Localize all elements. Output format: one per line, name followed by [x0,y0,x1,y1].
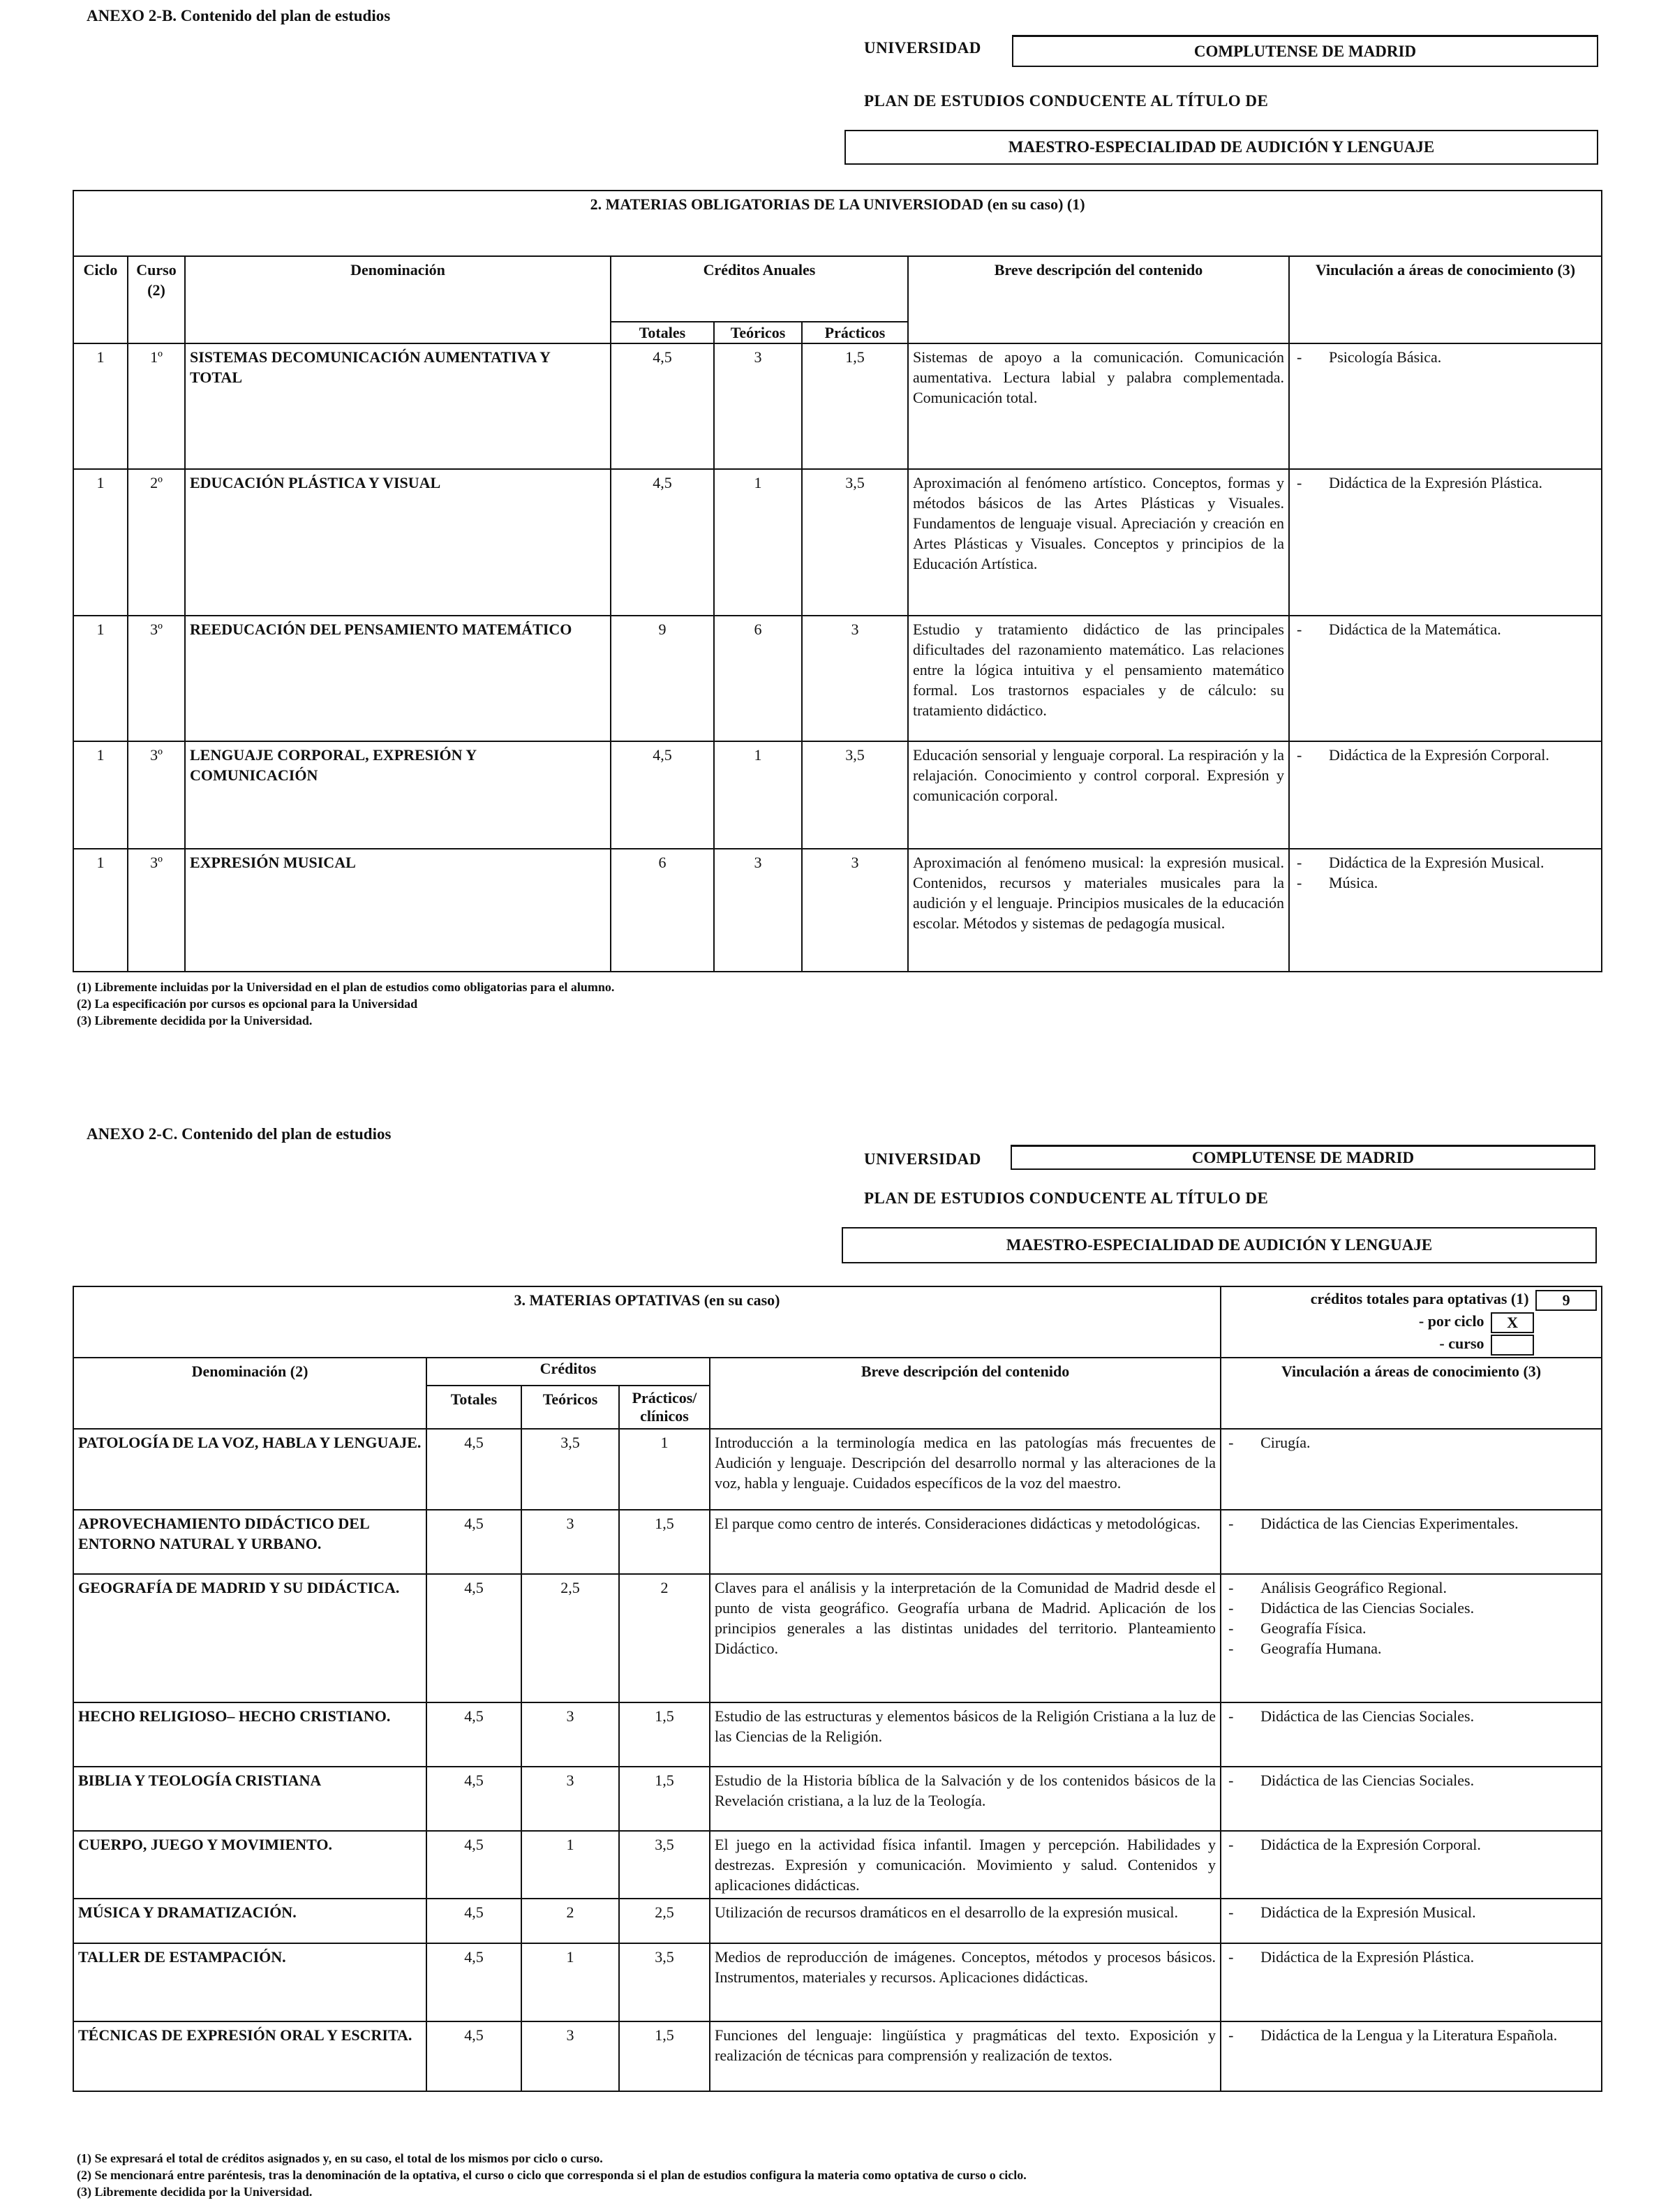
row-denominacion: BIBLIA Y TEOLOGÍA CRISTIANA [73,1767,426,1831]
row-totales: 4,5 [611,741,714,849]
row-teoricos: 1 [714,469,802,616]
note-c-3: (3) Libremente decidida por la Universidad. [77,2185,313,2199]
table-row [73,1429,1602,1510]
row-denominacion: APROVECHAMIENTO DIDÁCTICO DEL ENTORNO NATURAL Y URBANO. [73,1510,426,1574]
table-row [73,1767,1602,1831]
row-denominacion: REEDUCACIÓN DEL PENSAMIENTO MATEMÁTICO [185,616,611,741]
areas-list [1294,619,1597,639]
row-teoricos: 1 [521,1943,619,2021]
row-descripcion: Aproximación al fenómeno musical: la expresión musical. Contenidos, recursos y materiales musicales para la audición y el lenguaje. Principios musicales de la educación escolar. Métodos y sistemas de pedagogía musical. [908,849,1289,972]
table-row [73,1510,1602,1574]
row-descripcion: Aproximación al fenómeno artístico. Conceptos, formas y métodos básicos de las Artes Plásticas y Visuales. Fundamentos de lenguaje visual. Apreciación y creación en Artes Plásticas y Visuales. Conceptos y principios de la Educación Artística. [908,469,1289,616]
row-vinculacion [1221,2021,1602,2091]
row-practicos: 1,5 [619,1767,710,1831]
header-creditos: Créditos Anuales [611,256,908,322]
area-item: - Didáctica de las Ciencias Sociales. [1226,1598,1597,1618]
row-totales: 4,5 [426,1702,521,1767]
row-descripcion: Medios de reproducción de imágenes. Conceptos, métodos y procesos básicos. Instrumentos, materiales y recursos. Aplicaciones didácticas. [710,1943,1221,2021]
row-totales: 4,5 [426,2021,521,2091]
row-ciclo: 1 [73,616,128,741]
curso-row [1226,1333,1597,1356]
row-denominacion: EXPRESIÓN MUSICAL [185,849,611,972]
row-totales: 4,5 [426,1943,521,2021]
area-item: - Cirugía. [1226,1432,1597,1453]
row-denominacion: EDUCACIÓN PLÁSTICA Y VISUAL [185,469,611,616]
row-vinculacion [1289,469,1602,616]
header-teoricos: Teóricos [714,322,802,343]
header-teoricos-c: Teóricos [521,1386,619,1429]
row-descripcion: Sistemas de apoyo a la comunicación. Comunicación aumentativa. Lectura labial y palabra complementada. Comunicación total. [908,343,1289,469]
row-descripcion: Utilización de recursos dramáticos en el desarrollo de la expresión musical. [710,1899,1221,1943]
row-teoricos: 1 [714,741,802,849]
row-teoricos: 3 [714,343,802,469]
row-denominacion: CUERPO, JUEGO Y MOVIMIENTO. [73,1831,426,1899]
row-practicos: 2 [619,1574,710,1702]
areas-list [1226,1706,1597,1726]
row-practicos: 1,5 [802,343,908,469]
area-item: - Música. [1294,873,1597,893]
row-curso: 3º [128,741,185,849]
anexo-c-title: ANEXO 2-C. Contenido del plan de estudios [87,1125,392,1143]
universidad-box-c [1011,1145,1595,1170]
row-denominacion: MÚSICA Y DRAMATIZACIÓN. [73,1899,426,1943]
note-b-3: (3) Libremente decidida por la Universidad. [77,1014,313,1027]
titulo-value-c: MAESTRO-ESPECIALIDAD DE AUDICIÓN Y LENGUAJE [1006,1236,1433,1254]
table-row [73,343,1602,469]
row-totales: 4,5 [426,1899,521,1943]
row-totales: 4,5 [426,1574,521,1702]
creditos-optativas-label: créditos totales para optativas (1) [1310,1290,1529,1307]
curso-label: - curso [1439,1334,1484,1352]
curso-value [1491,1335,1534,1356]
areas-list [1226,1834,1597,1855]
row-practicos: 3,5 [802,469,908,616]
row-practicos: 2,5 [619,1899,710,1943]
notes-b [77,979,614,1029]
areas-list [1226,1902,1597,1922]
areas-list [1294,745,1597,765]
table-row [73,741,1602,849]
table-title-b: 2. MATERIAS OBLIGATORIAS DE LA UNIVERSIODAD (en su caso) (1) [73,191,1602,256]
row-curso: 2º [128,469,185,616]
row-practicos: 3 [802,849,908,972]
areas-list [1294,473,1597,493]
row-vinculacion [1289,343,1602,469]
table-row [73,1574,1602,1702]
row-totales: 4,5 [426,1767,521,1831]
por-ciclo-row [1226,1311,1597,1333]
creditos-optativas-row [1226,1289,1597,1311]
plan-label-b: PLAN DE ESTUDIOS CONDUCENTE AL TÍTULO DE [864,92,1269,110]
row-vinculacion [1221,1767,1602,1831]
table-row [73,616,1602,741]
note-b-2: (2) La especificación por cursos es opcional para la Universidad [77,997,418,1011]
row-practicos: 1 [619,1429,710,1510]
header-descripcion-c: Breve descripción del contenido [710,1358,1221,1429]
header-totales: Totales [611,322,714,343]
header-descripcion: Breve descripción del contenido [908,256,1289,343]
row-practicos: 3,5 [619,1831,710,1899]
area-item: - Didáctica de la Matemática. [1294,619,1597,639]
row-teoricos: 3,5 [521,1429,619,1510]
row-totales: 4,5 [611,469,714,616]
area-item: - Psicología Básica. [1294,347,1597,367]
row-curso: 1º [128,343,185,469]
por-ciclo-label: - por ciclo [1418,1312,1484,1330]
row-denominacion: TALLER DE ESTAMPACIÓN. [73,1943,426,2021]
universidad-value-c: COMPLUTENSE DE MADRID [1191,1148,1415,1166]
row-denominacion: LENGUAJE CORPORAL, EXPRESIÓN Y COMUNICACIÓN [185,741,611,849]
row-vinculacion [1221,1429,1602,1510]
row-curso: 3º [128,849,185,972]
materias-obligatorias-table [73,190,1602,972]
row-vinculacion [1221,1831,1602,1899]
row-totales: 9 [611,616,714,741]
header-totales-c: Totales [426,1386,521,1429]
universidad-value-b: COMPLUTENSE DE MADRID [1193,42,1417,60]
area-item: - Didáctica de las Ciencias Sociales. [1226,1770,1597,1790]
area-item: - Didáctica de la Expresión Corporal. [1294,745,1597,765]
row-totales: 4,5 [426,1831,521,1899]
row-descripcion: Estudio y tratamiento didáctico de las principales dificultades del razonamiento matemático. Las relaciones entre la lógica intuitiva y el pensamiento matemático formal. Los trastornos espaciales y de cálculo: su tratamiento didáctico. [908,616,1289,741]
row-teoricos: 3 [521,1767,619,1831]
header-practicos: Prácticos [802,322,908,343]
por-ciclo-value: X [1491,1312,1534,1333]
row-totales: 4,5 [611,343,714,469]
note-b-1: (1) Libremente incluidas por la Universidad en el plan de estudios como obligatorias para el alumno. [77,980,615,994]
areas-list [1226,1578,1597,1658]
row-teoricos: 3 [714,849,802,972]
row-teoricos: 3 [521,1702,619,1767]
row-totales: 4,5 [426,1510,521,1574]
area-item: - Didáctica de la Expresión Plástica. [1226,1947,1597,1967]
row-vinculacion [1221,1702,1602,1767]
areas-list [1294,347,1597,367]
header-practicos-c: Prácticos/ clínicos [619,1386,710,1429]
titulo-value-b: MAESTRO-ESPECIALIDAD DE AUDICIÓN Y LENGUAJE [1008,138,1435,156]
universidad-label-b: UNIVERSIDAD [864,39,981,57]
area-item: - Didáctica de la Expresión Musical. [1226,1902,1597,1922]
row-ciclo: 1 [73,343,128,469]
row-vinculacion [1221,1899,1602,1943]
areas-list [1294,852,1597,893]
row-vinculacion [1221,1943,1602,2021]
row-denominacion: GEOGRAFÍA DE MADRID Y SU DIDÁCTICA. [73,1574,426,1702]
row-teoricos: 3 [521,1510,619,1574]
areas-list [1226,1947,1597,1967]
row-denominacion: HECHO RELIGIOSO– HECHO CRISTIANO. [73,1702,426,1767]
note-c-1: (1) Se expresará el total de créditos asignados y, en su caso, el total de los mismos por ciclo o curso. [77,2151,603,2165]
row-vinculacion [1289,616,1602,741]
row-ciclo: 1 [73,469,128,616]
titulo-box-c [842,1227,1597,1263]
row-descripcion: Claves para el análisis y la interpretación de la Comunidad de Madrid desde el punto de vista geográfico. Geografía urbana de Madrid. Aplicación de los principios generales a las distintas unidades del territorio. Planteamiento Didáctico. [710,1574,1221,1702]
creditos-optativas-cell [1221,1286,1602,1358]
materias-optativas-table [73,1286,1602,2092]
row-descripcion: Estudio de las estructuras y elementos básicos de la Religión Cristiana a la luz de las Ciencias de la Religión. [710,1702,1221,1767]
row-practicos: 3 [802,616,908,741]
notes-c [77,2150,1027,2200]
table-row [73,1702,1602,1767]
row-practicos: 1,5 [619,1510,710,1574]
table-row [73,1943,1602,2021]
row-ciclo: 1 [73,849,128,972]
row-ciclo: 1 [73,741,128,849]
area-item: - Didáctica de la Expresión Musical. [1294,852,1597,873]
areas-list [1226,2025,1597,2045]
header-denominacion: Denominación [185,256,611,343]
row-vinculacion [1221,1510,1602,1574]
row-descripcion: Funciones del lenguaje: lingüística y pragmáticas del texto. Exposición y realización de técnicas para comprensión y realización de textos. [710,2021,1221,2091]
area-item: - Didáctica de la Expresión Plástica. [1294,473,1597,493]
header-denominacion-c: Denominación (2) [73,1358,426,1429]
row-teoricos: 2 [521,1899,619,1943]
universidad-box-b [1012,35,1598,67]
creditos-optativas-value: 9 [1535,1290,1597,1311]
area-item: - Análisis Geográfico Regional. [1226,1578,1597,1598]
header-curso: Curso (2) [128,256,185,343]
row-denominacion: SISTEMAS DECOMUNICACIÓN AUMENTATIVA Y TOTAL [185,343,611,469]
table-title-c: 3. MATERIAS OPTATIVAS (en su caso) [73,1286,1221,1358]
table-row [73,469,1602,616]
row-descripcion: Introducción a la terminología medica en las patologías más frecuentes de Audición y lenguaje. Descripción del desarrollo normal y las alteraciones de la voz, habla y lenguaje. Cuidados específicos de la voz del maestro. [710,1429,1221,1510]
row-vinculacion [1289,849,1602,972]
table-row [73,2021,1602,2091]
table-row [73,1899,1602,1943]
area-item: - Didáctica de la Expresión Corporal. [1226,1834,1597,1855]
areas-list [1226,1513,1597,1534]
row-teoricos: 1 [521,1831,619,1899]
row-descripcion: Estudio de la Historia bíblica de la Salvación y de los contenidos básicos de la Revelación cristiana, a la luz de la Teología. [710,1767,1221,1831]
row-descripcion: El parque como centro de interés. Consideraciones didácticas y metodológicas. [710,1510,1221,1574]
plan-label-c: PLAN DE ESTUDIOS CONDUCENTE AL TÍTULO DE [864,1189,1269,1207]
row-denominacion: TÉCNICAS DE EXPRESIÓN ORAL Y ESCRITA. [73,2021,426,2091]
area-item: - Geografía Física. [1226,1618,1597,1638]
table-row [73,849,1602,972]
row-descripcion: Educación sensorial y lenguaje corporal. La respiración y la relajación. Conocimiento y control corporal. Expresión y comunicación corporal. [908,741,1289,849]
row-denominacion: PATOLOGÍA DE LA VOZ, HABLA Y LENGUAJE. [73,1429,426,1510]
row-teoricos: 2,5 [521,1574,619,1702]
table-row [73,1831,1602,1899]
areas-list [1226,1770,1597,1790]
area-item: - Geografía Humana. [1226,1638,1597,1658]
row-totales: 4,5 [426,1429,521,1510]
row-vinculacion [1289,741,1602,849]
header-creditos-c: Créditos [426,1358,710,1386]
header-vinculacion-c: Vinculación a áreas de conocimiento (3) [1221,1358,1602,1429]
row-practicos: 1,5 [619,1702,710,1767]
universidad-label-c: UNIVERSIDAD [864,1150,981,1168]
row-teoricos: 3 [521,2021,619,2091]
note-c-2: (2) Se mencionará entre paréntesis, tras la denominación de la optativa, el curso o ciclo que corresponda si el plan de estudios configura la materia como optativa de curso o ciclo. [77,2168,1027,2182]
row-teoricos: 6 [714,616,802,741]
row-vinculacion [1221,1574,1602,1702]
row-practicos: 3,5 [619,1943,710,2021]
header-ciclo: Ciclo [73,256,128,343]
anexo-b-title: ANEXO 2-B. Contenido del plan de estudios [87,7,391,24]
titulo-box-b [844,130,1598,165]
row-practicos: 3,5 [802,741,908,849]
row-curso: 3º [128,616,185,741]
row-practicos: 1,5 [619,2021,710,2091]
row-totales: 6 [611,849,714,972]
area-item: - Didáctica de las Ciencias Experimentales. [1226,1513,1597,1534]
area-item: - Didáctica de las Ciencias Sociales. [1226,1706,1597,1726]
header-vinculacion: Vinculación a áreas de conocimiento (3) [1289,256,1602,343]
areas-list [1226,1432,1597,1453]
area-item: - Didáctica de la Lengua y la Literatura Española. [1226,2025,1597,2045]
row-descripcion: El juego en la actividad física infantil. Imagen y percepción. Habilidades y destrezas. Expresión y comunicación. Movimiento y salud. Contenidos y aplicaciones didácticas. [710,1831,1221,1899]
